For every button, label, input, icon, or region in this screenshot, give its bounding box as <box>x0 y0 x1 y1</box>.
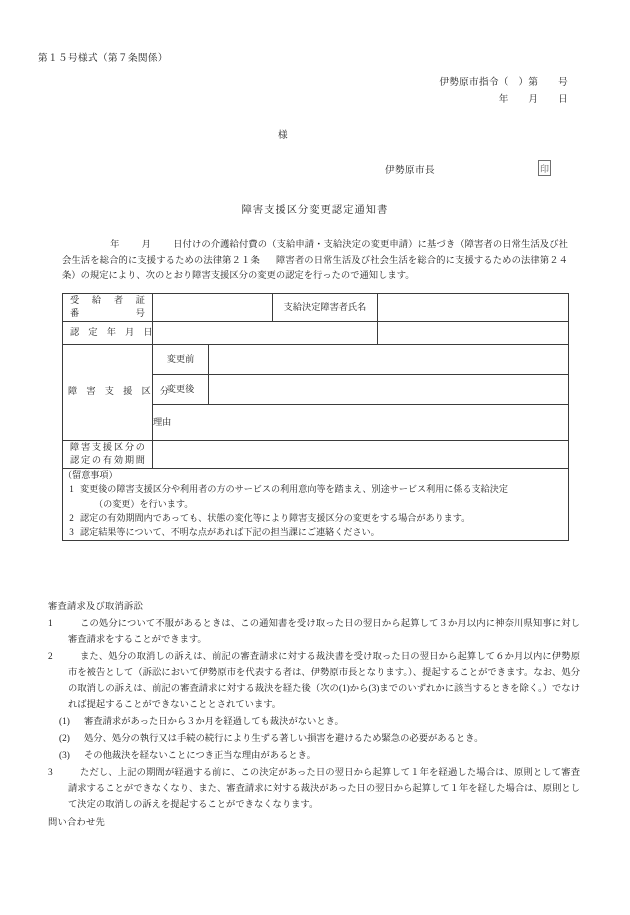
recipient-cert-number-field[interactable] <box>153 294 273 322</box>
appeal-sub-item-number: (1) <box>59 716 70 727</box>
appeal-sub-item-number: (3) <box>59 750 70 761</box>
certification-date-label-text: 認 定 年 月 日 <box>70 327 153 338</box>
notes-title: （留意事項） <box>63 469 118 480</box>
appeal-item-text: この処分について不服があるときは、この通知書を受け取った日の翌日から起算して３か月以内に神奈川県知事に対し審査請求をすることができます。 <box>68 618 580 645</box>
intro-line2b: 障害者の日常生活及び社会生活を総合的に支援する <box>275 255 493 266</box>
appeal-item-number: 1 <box>48 618 53 629</box>
note-item <box>63 525 568 539</box>
table-row-notes <box>63 468 569 540</box>
after-label: 変更後 <box>153 374 209 404</box>
before-label: 変更前 <box>153 344 209 374</box>
addressee-honorific: 様 <box>278 130 288 141</box>
table-row-validity-period <box>63 440 569 468</box>
appeal-item <box>48 766 580 814</box>
notes-block <box>63 468 569 540</box>
appeal-sub-item-text: 審査請求があった日から３か月を経過しても裁決がないとき。 <box>84 716 344 727</box>
validity-period-label-line1: 障害支援区分の <box>70 441 145 452</box>
issuer-name: 伊勢原市長 <box>385 165 435 176</box>
certification-date-field[interactable] <box>153 321 378 344</box>
note-text: 変更後の障害支援区分や利用者の方のサービスの利用意向等を踏まえ、別途サービス利用に係る支給決定 <box>80 484 508 495</box>
document-number: 伊勢原市指令（ ）第 号 <box>439 77 568 88</box>
certification-date-spacer <box>378 321 569 344</box>
support-category-label-text: 障 害 支 援 区 分 <box>68 386 170 397</box>
note-continuation: （の変更）を行います。 <box>94 498 194 509</box>
appeal-sub-item <box>48 732 580 748</box>
contact-label: 問い合わせ先 <box>48 817 105 828</box>
after-value-field[interactable] <box>209 374 569 404</box>
validity-period-label-line2: 認定の有効期間 <box>70 455 145 466</box>
certification-table <box>62 293 569 541</box>
note-item <box>63 511 568 525</box>
reason-field[interactable] <box>153 404 569 440</box>
intro-year: 年 <box>110 240 120 250</box>
intro-paragraph <box>62 238 568 285</box>
form-number: 第１５号様式（第７条関係） <box>38 53 168 64</box>
appeal-item-number: 2 <box>48 651 53 662</box>
note-number: 2 <box>69 513 74 524</box>
intro-line3: ための法律第２４条）の規定により、次のとおり障害支援区分の変更の認定を行ったので通知します。 <box>62 255 568 282</box>
appeal-item <box>48 650 580 714</box>
certification-date-label <box>63 321 153 344</box>
appeal-item-text: また、処分の取消しの訴えは、前記の審査請求に対する裁決書を受け取った日の翌日から起算して６か月以内に伊勢原市を被告として（訴訟において伊勢原市を代表する者は、伊勢原市長となります。）、提起することができます。なお、処分の取消しの訴えは、前記の審査請求に対する裁決を経た後（次の(1)から(3)までのいずれかに該当するときを除く。）でなければ提起することができないこととされています。 <box>68 651 580 710</box>
appeal-sub-item-text: その他裁決を経ないことにつき正当な理由があるとき。 <box>84 750 316 761</box>
appeal-sub-item-number: (2) <box>59 733 70 744</box>
before-value-field[interactable] <box>209 344 569 374</box>
note-number: 3 <box>69 527 74 538</box>
beneficiary-name-label: 支給決定障害者氏名 <box>273 294 378 322</box>
validity-period-field[interactable] <box>153 440 569 468</box>
appeal-item-text: ただし、上記の期間が経過する前に、この決定があった日の翌日から起算して１年を経過した場合は、原則として審査請求することができなくなり、また、審査請求に対する裁決があった日の翌日から起算して１年を経した場合は、原則として決定の取消しの訴えを提起することができなくなります。 <box>68 767 580 810</box>
table-row-category-before <box>63 344 569 374</box>
note-item <box>63 482 568 496</box>
appeal-heading: 審査請求及び取消訴訟 <box>48 602 143 612</box>
note-text: 認定の有効期間内であっても、状態の変化等により障害支援区分の変更をする場合があります。 <box>80 513 471 524</box>
appeal-sub-item <box>48 749 580 765</box>
recipient-cert-label-line2: 番 号 <box>70 308 145 319</box>
recipient-cert-label <box>63 294 153 322</box>
note-number: 1 <box>69 484 74 495</box>
page-title: 障害支援区分変更認定通知書 <box>241 205 389 216</box>
table-row-recipient-cert <box>63 294 569 322</box>
document-date: 年 月 日 <box>498 94 568 105</box>
validity-period-label <box>63 440 153 468</box>
appeal-sub-item-text: 処分、処分の執行又は手続の続行により生ずる著しい損害を避けるため緊急の必要があるとき。 <box>84 733 484 744</box>
appeal-item-number: 3 <box>48 767 53 778</box>
reason-label: 理由 <box>153 417 172 428</box>
note-text: 認定結果等について、不明な点があれば下記の担当課にご連絡ください。 <box>80 527 380 538</box>
intro-line1: 日付けの介護給付費の（支給申請・支給決定の変更申請）に基づき（障害者の日常生 <box>173 240 531 250</box>
table-row-certification-date <box>63 321 569 344</box>
appeal-section <box>48 600 580 832</box>
appeal-item <box>48 617 580 649</box>
beneficiary-name-field[interactable] <box>378 294 569 322</box>
intro-month: 月 <box>141 240 152 250</box>
intro-line2: 活及び社会生活を総合的に支援するための法律第２１条 <box>62 240 568 266</box>
recipient-cert-label-line1: 受 給 者 証 <box>70 295 145 305</box>
seal-icon: 印 <box>538 160 551 176</box>
appeal-sub-item <box>48 715 580 731</box>
